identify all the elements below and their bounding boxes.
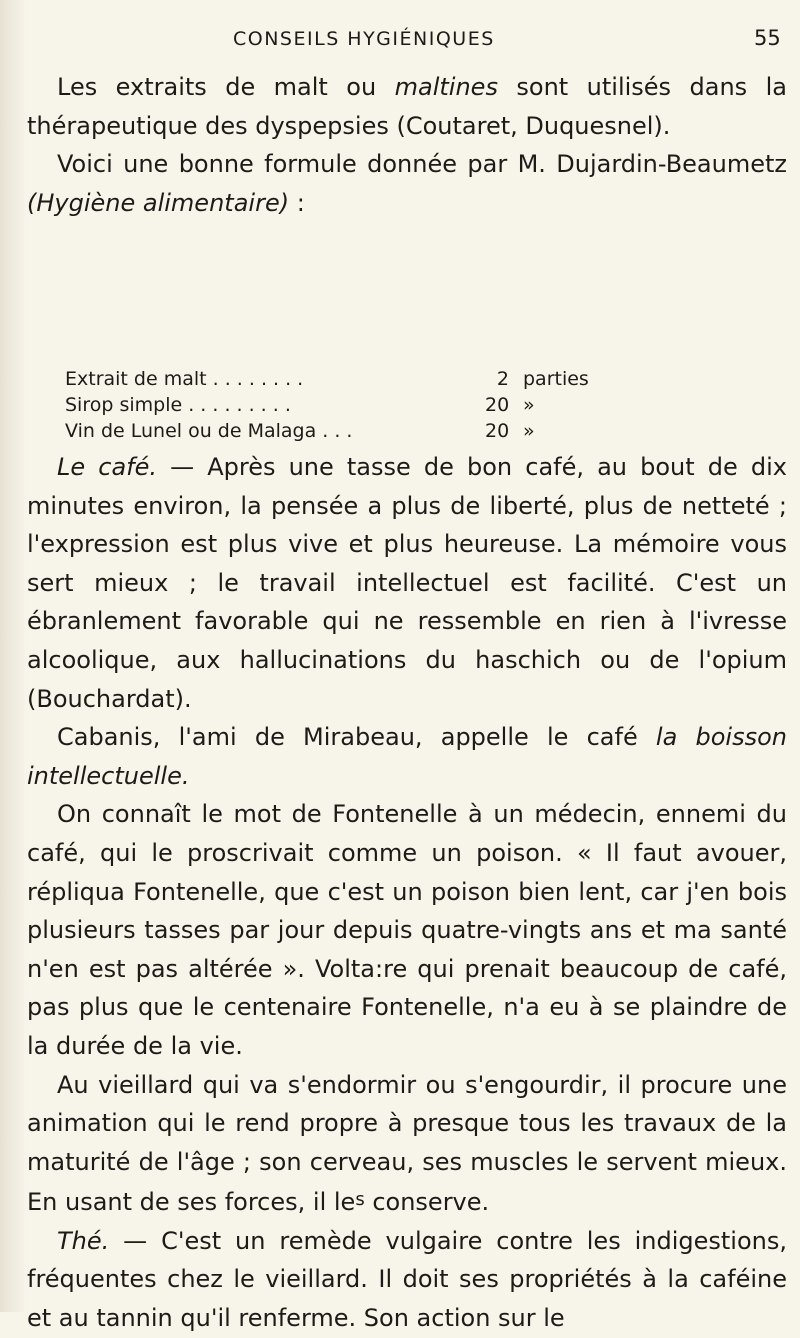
text-run: conserve. — [364, 1188, 490, 1217]
italic-phrase: la boisson intellectuelle. — [27, 723, 787, 790]
paragraph-maltines — [27, 68, 787, 145]
recipe-ingredient: Sirop simple . . . . . . . . . — [65, 394, 291, 416]
paragraph-fontenelle: On connaît le mot de Fontenelle à un médecin, ennemi du café, qui le proscrivait comme un poison. « Il faut avouer, répliqua Fontenelle, que c'est un poison bien lent, car j'en bois plusieurs tasses par jour depuis quatre-vingts ans et ma santé n'en est pas altérée ». Volta:re qui prenait beaucoup de café, pas plus que le centenaire Fontenelle, n'a eu à se plaindre de la durée de la vie. — [27, 800, 787, 1060]
section-title-the: Thé. — [57, 1226, 110, 1255]
recipe-unit: » — [523, 394, 535, 416]
text-run: — C'est un remède vulgaire contre les indigestions, fréquentes chez le vieillard. Il doit ses propriétés à la caféine et au tannin qu'il renferme. Son action sur le — [27, 1226, 787, 1333]
text-run: Les extraits de malt ou — [57, 73, 395, 101]
section-title-cafe: Le café. — [57, 453, 157, 481]
recipe-quantity: 20 — [485, 394, 510, 416]
page-edge-shadow — [0, 0, 26, 1312]
paragraph-the — [27, 1222, 787, 1338]
text-run: : — [289, 188, 305, 217]
recipe-row — [65, 366, 665, 392]
italic-term: maltines — [394, 73, 498, 101]
text-run: Voici une bonne formule donnée par M. Dujardin-Beaumetz — [57, 150, 787, 178]
recipe-quantity: 2 — [496, 368, 509, 390]
raised-letter: s — [355, 1189, 365, 1211]
italic-reference: (Hygiène alimentaire) — [27, 188, 290, 217]
text-run: Au vieillard qui va s'endormir ou s'engourdir, il procure une animation qui le rend propre à presque tous les travaux de la maturité de l'âge ; son cerveau, ses muscles le servent mieux. En usant de ses forces, il le — [27, 1070, 787, 1217]
recipe-ingredient: Vin de Lunel ou de Malaga . . . — [65, 420, 353, 442]
recipe-unit: » — [523, 420, 535, 442]
text-run: sont utilisés dans la thérapeutique des dyspepsies (Coutaret, Duquesnel). — [27, 73, 787, 140]
text-run: Cabanis, l'ami de Mirabeau, appelle le café — [57, 723, 656, 752]
text-run: — Après une tasse de bon café, au bout de dix minutes environ, la pensée a plus de liberté, plus de netteté ; l'expression est plus vive et plus heureuse. La mémoire vous sert mieux ; le travail intellectuel est facilité. C'est un ébranlement favorable qui ne ressemble en rien à l'ivresse alcoolique, aux hallucinations du haschich ou de l'opium (Bouchardat). — [27, 453, 787, 713]
recipe-row — [65, 418, 665, 444]
recipe-quantity: 20 — [485, 420, 510, 442]
recipe-row — [65, 392, 665, 418]
paragraph-vieillard — [27, 1066, 787, 1222]
body-text — [27, 448, 787, 1338]
running-title: CONSEILS HYGIÉNIQUES — [233, 28, 495, 50]
paragraph-cabanis — [27, 718, 787, 795]
recipe-ingredient: Extrait de malt . . . . . . . . — [65, 368, 304, 390]
recipe-unit: parties — [523, 368, 589, 390]
page-number: 55 — [754, 26, 781, 50]
paragraph-formule — [27, 145, 787, 222]
page-header — [0, 28, 800, 58]
intro-text — [27, 68, 787, 222]
paragraph-cafe — [27, 448, 787, 718]
recipe-list — [65, 366, 665, 444]
